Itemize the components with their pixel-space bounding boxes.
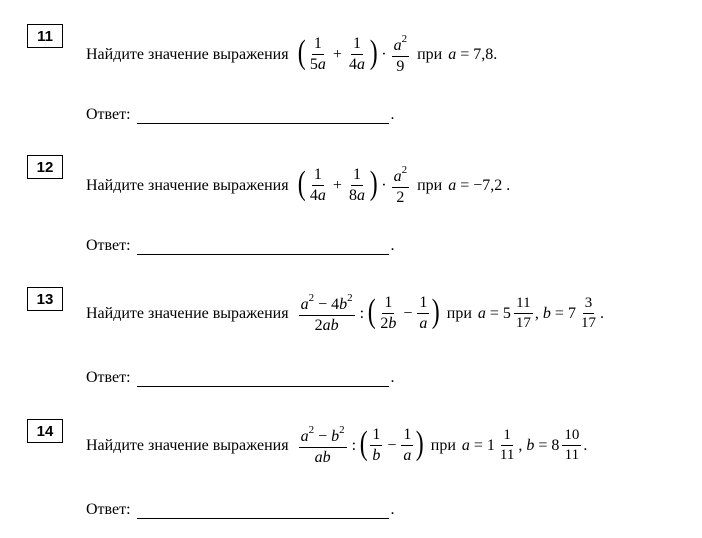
task-number: 11 — [27, 24, 63, 48]
task-statement — [86, 293, 604, 334]
condition: a = 1 $\frac{1}{11}$ , b = 8 $\frac{10}{11}$ . — [461, 427, 588, 463]
answer-label: Ответ: — [86, 369, 131, 386]
expression: ( $\frac{1}{5a}$ + $\frac{1}{4a}$ ) · $\frac{a^2}{9}$ — [297, 33, 408, 75]
answer-row[interactable]: Ответ: . — [86, 501, 395, 518]
task-statement — [86, 34, 497, 75]
task-prompt: Найдите значение выражения — [86, 176, 289, 194]
condition-word: при — [417, 176, 443, 194]
answer-field[interactable] — [137, 504, 389, 519]
answer-row[interactable]: Ответ: . — [86, 237, 395, 254]
condition-word: при — [446, 304, 472, 322]
task-number: 12 — [27, 155, 63, 179]
task-statement — [86, 165, 510, 206]
answer-field[interactable] — [137, 109, 389, 124]
task-number: 14 — [27, 419, 63, 443]
answer-field[interactable] — [137, 240, 389, 255]
task-prompt: Найдите значение выражения — [86, 436, 289, 454]
task-number: 13 — [27, 287, 63, 311]
condition-word: при — [430, 436, 456, 454]
answer-label: Ответ: — [86, 237, 131, 254]
answer-label: Ответ: — [86, 106, 131, 123]
answer-field[interactable] — [137, 372, 389, 387]
expression: $\frac{a^2 - b^2}{ab}$ : ( $\frac{1}{b}$ − $\frac{1}{a}$ ) — [300, 424, 425, 466]
answer-label: Ответ: — [86, 501, 131, 518]
expression: $\frac{a^2 - 4b^2}{2ab}$ : ( $\frac{1}{2b}$ − $\frac{1}{a}$ ) — [300, 292, 441, 334]
condition: a = −7,2 . — [448, 176, 511, 194]
answer-row[interactable]: Ответ: . — [86, 369, 395, 386]
condition: a = 5 $\frac{11}{17}$ , b = 7 $\frac{3}{17}$ . — [477, 295, 604, 331]
condition: a = 7,8. — [448, 45, 498, 63]
answer-row[interactable]: Ответ: . — [86, 106, 395, 123]
expression: ( $\frac{1}{4a}$ + $\frac{1}{8a}$ ) · $\frac{a^2}{2}$ — [297, 164, 408, 206]
task-prompt: Найдите значение выражения — [86, 45, 289, 63]
condition-word: при — [417, 45, 443, 63]
task-prompt: Найдите значение выражения — [86, 304, 289, 322]
task-statement — [86, 425, 587, 466]
